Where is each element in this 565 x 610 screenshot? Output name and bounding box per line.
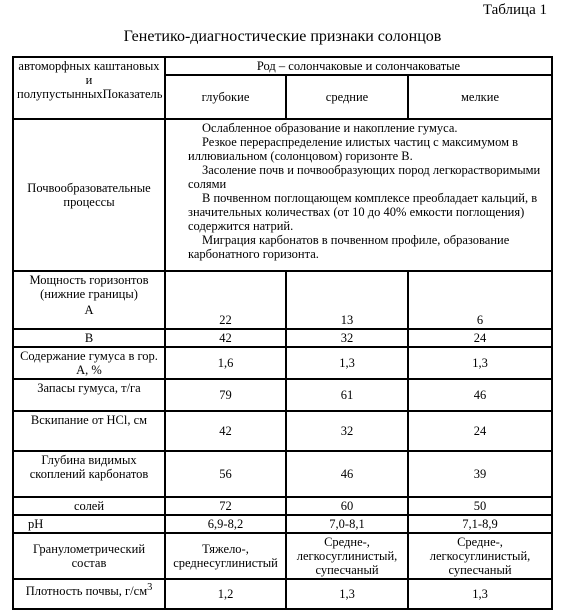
thickness-label: Мощность горизонтов (нижние границы) — [29, 273, 149, 301]
thickness-a-medium: 13 — [286, 271, 408, 329]
thickness-b-medium: 32 — [286, 329, 408, 347]
ph-shallow: 7,1-8,9 — [408, 515, 552, 533]
humus-content-label: Содержание гумуса в гор. А, % — [13, 347, 165, 379]
processes-label: Почвообразовательные процессы — [13, 119, 165, 271]
carbonates-shallow: 39 — [408, 451, 552, 497]
process-item: Ослабленное образование и накопление гумуса. — [202, 121, 458, 135]
header-col-deep: глубокие — [165, 75, 286, 119]
humus-reserves-label: Запасы гумуса, т/га — [13, 379, 165, 411]
density-medium: 1,3 — [286, 579, 408, 609]
thickness-b-deep: 42 — [165, 329, 286, 347]
table-number: Таблица 1 — [482, 2, 547, 18]
density-shallow: 1,3 — [408, 579, 552, 609]
humus-content-shallow: 1,3 — [408, 347, 552, 379]
header-col-shallow: мелкие — [408, 75, 552, 119]
humus-content-row — [13, 347, 552, 379]
salts-deep: 72 — [165, 497, 286, 515]
salts-shallow: 50 — [408, 497, 552, 515]
header-rod-cell: Род – солончаковые и солончаковатые — [165, 57, 552, 75]
salts-label: солей — [13, 497, 165, 515]
processes-cell — [165, 119, 552, 271]
ph-medium: 7,0-8,1 — [286, 515, 408, 533]
granulometry-shallow: Средне-, легкосуглинистый, супесчаный — [408, 533, 552, 579]
table-title: Генетико-диагностические признаки солонцов — [123, 28, 442, 45]
humus-reserves-shallow: 46 — [408, 379, 552, 411]
process-item: Резкое перераспределение илистых частиц с максимумом в иллювиальном (солонцовом) горизонте В. — [188, 135, 519, 163]
ph-deep: 6,9-8,2 — [165, 515, 286, 533]
effervescence-deep: 42 — [165, 411, 286, 451]
humus-reserves-row — [13, 379, 552, 411]
horizon-a-label: A — [84, 303, 94, 317]
granulometry-row — [13, 533, 552, 579]
thickness-label-cell — [13, 271, 165, 329]
density-deep: 1,2 — [165, 579, 286, 609]
granulometry-deep: Тяжело-, среднесуглинистый — [165, 533, 286, 579]
process-item: Засоление почв и почвообразующих пород легкорастворимыми солями — [188, 163, 541, 191]
carbonates-label: Глубина видимых скоплений карбонатов — [13, 451, 165, 497]
density-label: Плотность почвы, г/см — [25, 584, 148, 599]
effervescence-label: Вскипание от HCl, см — [13, 411, 165, 451]
header-row-1 — [13, 57, 552, 75]
carbonates-medium: 46 — [286, 451, 408, 497]
salts-row — [13, 497, 552, 515]
granulometry-medium: Средне-, легкосуглинистый, супесчаный — [286, 533, 408, 579]
granulometry-label: Гранулометрический состав — [13, 533, 165, 579]
carbonates-row — [13, 451, 552, 497]
thickness-a-row — [13, 271, 552, 329]
header-col-medium: средние — [286, 75, 408, 119]
thickness-b-shallow: 24 — [408, 329, 552, 347]
humus-content-medium: 1,3 — [286, 347, 408, 379]
humus-content-deep: 1,6 — [165, 347, 286, 379]
thickness-a-shallow: 6 — [408, 271, 552, 329]
humus-reserves-medium: 61 — [286, 379, 408, 411]
thickness-b-row — [13, 329, 552, 347]
processes-row — [13, 119, 552, 271]
thickness-a-deep: 22 — [165, 271, 286, 329]
effervescence-shallow: 24 — [408, 411, 552, 451]
ph-row — [13, 515, 552, 533]
process-item: В почвенном поглощающем комплексе преобладает кальций, в значительных количествах (от 10 до 40% емкости поглощения) содержится натрий. — [188, 191, 538, 233]
salts-medium: 60 — [286, 497, 408, 515]
process-item: Миграция карбонатов в почвенном профиле, образование карбонатного горизонта. — [188, 233, 510, 261]
density-row — [13, 579, 552, 609]
ph-label: pH — [13, 515, 165, 533]
horizon-b-label: B — [13, 329, 165, 347]
soil-properties-table — [12, 56, 553, 610]
density-unit-sup: 3 — [147, 582, 153, 593]
density-label-cell — [13, 579, 165, 609]
carbonates-deep: 56 — [165, 451, 286, 497]
effervescence-medium: 32 — [286, 411, 408, 451]
effervescence-row — [13, 411, 552, 451]
humus-reserves-deep: 79 — [165, 379, 286, 411]
header-corner-cell: автоморфных каштановых и полупустынныхПоказатель — [13, 57, 165, 119]
